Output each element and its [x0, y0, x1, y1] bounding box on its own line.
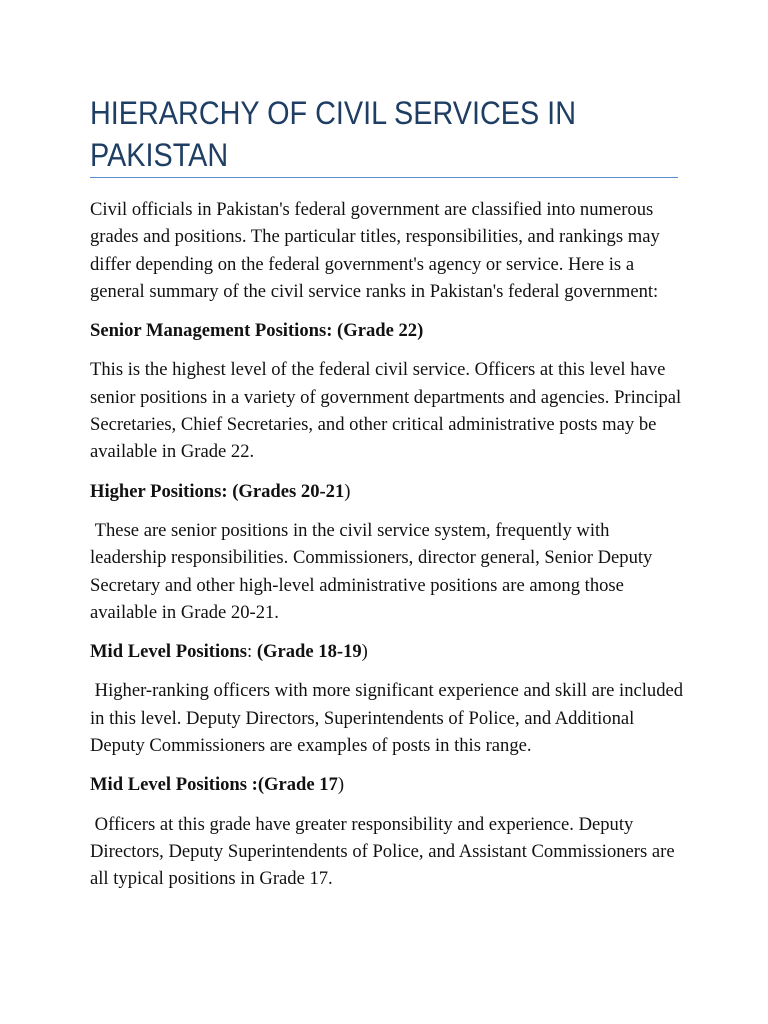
- page-title: HIERARCHY OF CIVIL SERVICES IN PAKISTAN: [90, 95, 576, 173]
- section-heading-tail: ): [361, 641, 368, 663]
- intro-paragraph: Civil officials in Pakistan's federal government are classified into numerous grades and positions. The particular titles, responsibilities, and rankings may differ depending on the federal government's agency or service. Here is a general summary of the civil service ranks in Pakistan's federal government:: [90, 199, 660, 302]
- section-heading-text: Mid Level Positions: [90, 641, 248, 663]
- section-heading-grade-17: [90, 771, 690, 798]
- section-heading-grade: (Grade 18-19: [256, 641, 362, 663]
- section-heading-text: Higher Positions: (Grades 20-21: [90, 480, 345, 502]
- section-heading-grade-18-19: [90, 638, 690, 665]
- section-heading-tail: ): [344, 480, 351, 502]
- document-body: [90, 196, 690, 905]
- section-heading-grade-20-21: [90, 478, 690, 505]
- section-body-grade-17: Officers at this grade have greater responsibility and experience. Deputy Directors, Deputy Superintendents of Police, and Assistant Commissioners are all typical positions in Grade 17.: [90, 813, 680, 890]
- section-body-grade-20-21: These are senior positions in the civil service system, frequently with leadership responsibilities. Commissioners, director general, Senior Deputy Secretary and other high-level administrative positions are among those available in Grade 20-21.: [90, 519, 657, 623]
- section-heading-colon: :: [247, 641, 257, 663]
- section-heading-text: Senior Management Positions: (Grade 22): [90, 320, 424, 342]
- section-heading-grade-22: [90, 317, 690, 344]
- section-body-grade-22: This is the highest level of the federal civil service. Officers at this level have senior positions in a variety of government departments and agencies. Principal Secretaries, Chief Secretaries, and other critical administrative posts may be available in Grade 22.: [90, 359, 682, 463]
- section-heading-text: Mid Level Positions :(Grade 17: [90, 774, 338, 796]
- section-heading-tail: ): [337, 774, 345, 796]
- section-body-grade-18-19: Higher-ranking officers with more significant experience and skill are included in this level. Deputy Directors, Superintendents of Police, and Additional Deputy Commissioners are examples of posts in this range.: [90, 680, 688, 757]
- title-divider: [90, 177, 678, 178]
